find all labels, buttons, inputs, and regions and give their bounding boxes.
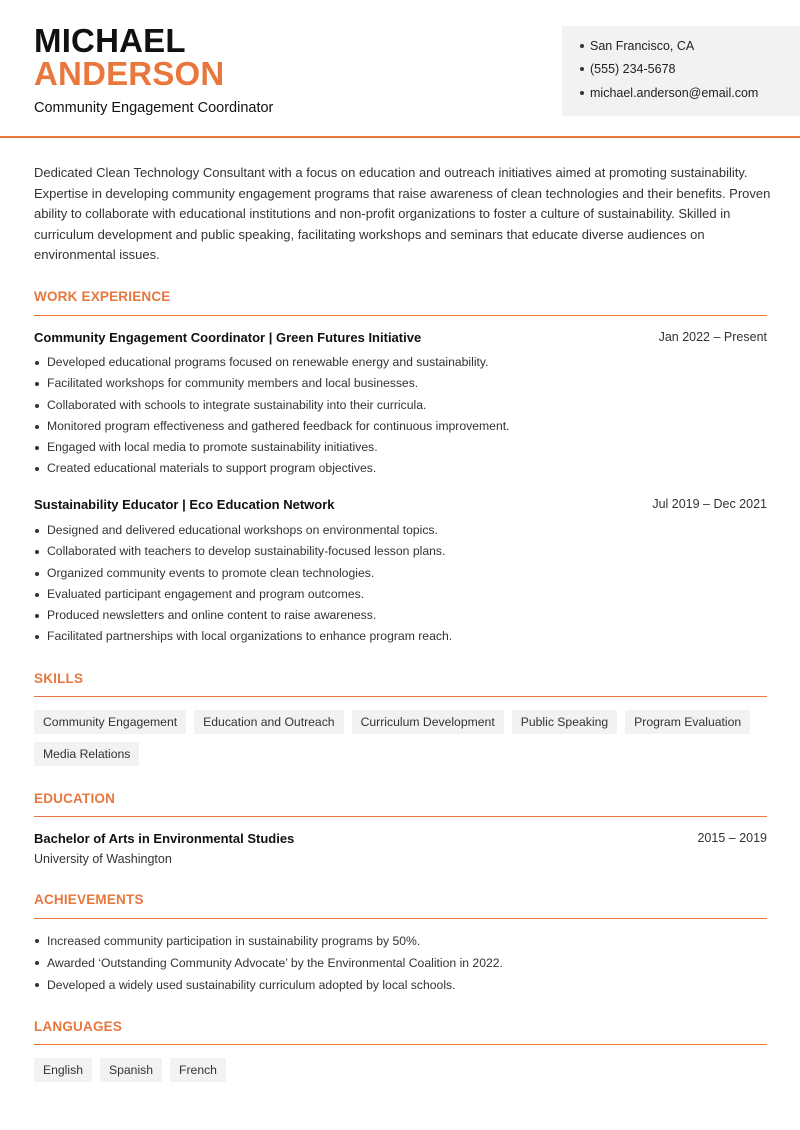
job-1-title: Community Engagement Coordinator | Green Futures Initiative: [34, 330, 422, 345]
list-item: Monitored program effectiveness and gathered feedback for continuous improvement.: [34, 416, 767, 437]
section-title-education: EDUCATION: [34, 791, 116, 806]
languages-tags: [34, 1058, 774, 1082]
achievements-list: [34, 930, 767, 996]
skill-tag: Media Relations: [34, 742, 139, 766]
job-2-date: Jul 2019 – Dec 2021: [652, 497, 767, 511]
header-divider: [0, 136, 800, 138]
phone-text: (555) 234-5678: [590, 62, 676, 76]
resume-header: [0, 0, 800, 137]
list-item: Engaged with local media to promote sustainability initiatives.: [34, 437, 767, 458]
contact-email: [580, 86, 758, 100]
list-item: Awarded ‘Outstanding Community Advocate’ by the Environmental Coalition in 2022.: [34, 952, 767, 974]
list-item: Developed educational programs focused on renewable energy and sustainability.: [34, 352, 767, 373]
skills-tags: [34, 710, 774, 766]
skill-tag: Program Evaluation: [625, 710, 750, 734]
bullet-dot: [580, 91, 584, 95]
section-divider: [34, 816, 767, 817]
job-2-bullets: [34, 520, 767, 648]
list-item: Evaluated participant engagement and program outcomes.: [34, 584, 767, 605]
summary-paragraph: Dedicated Clean Technology Consultant with a focus on education and outreach initiatives aimed at promoting sustainability. Expertise in developing community engagement programs that raise awareness of clean technologies and their benefits. Proven ability to collaborate with educational institutions and non-profit organizations to foster a culture of sustainability. Skilled in curriculum development and public speaking, facilitating workshops and seminars that educate diverse audiences on environmental issues.: [34, 165, 771, 262]
list-item: Created educational materials to support program objectives.: [34, 458, 767, 479]
contact-phone: [580, 62, 675, 76]
section-divider: [34, 1044, 767, 1045]
language-tag: French: [170, 1058, 226, 1082]
list-item: Increased community participation in sustainability programs by 50%.: [34, 930, 767, 952]
section-title-achievements: ACHIEVEMENTS: [34, 892, 144, 907]
section-title-languages: LANGUAGES: [34, 1019, 123, 1034]
location-text: San Francisco, CA: [590, 39, 695, 53]
contact-box: [562, 26, 800, 116]
list-item: Facilitated workshops for community members and local businesses.: [34, 373, 767, 394]
language-tag: Spanish: [100, 1058, 162, 1082]
skill-tag: Community Engagement: [34, 710, 186, 734]
email-text: michael.anderson@email.com: [590, 86, 759, 100]
list-item: Facilitated partnerships with local organizations to enhance program reach.: [34, 626, 767, 647]
skill-tag: Education and Outreach: [194, 710, 343, 734]
bullet-dot: [580, 67, 584, 71]
list-item: Organized community events to promote clean technologies.: [34, 563, 767, 584]
education-degree: Bachelor of Arts in Environmental Studies: [34, 831, 295, 846]
job-title-headline: Community Engagement Coordinator: [34, 100, 274, 116]
job-2-title: Sustainability Educator | Eco Education Network: [34, 497, 335, 512]
education-date: 2015 – 2019: [697, 831, 767, 845]
bullet-dot: [580, 44, 584, 48]
language-tag: English: [34, 1058, 92, 1082]
list-item: Collaborated with schools to integrate sustainability into their curricula.: [34, 395, 767, 416]
skill-tag: Public Speaking: [512, 710, 617, 734]
list-item: Developed a widely used sustainability curriculum adopted by local schools.: [34, 974, 767, 996]
section-title-skills: SKILLS: [34, 671, 84, 686]
skill-tag: Curriculum Development: [352, 710, 504, 734]
contact-location: [580, 39, 694, 53]
job-1-bullets: [34, 352, 767, 480]
last-name: ANDERSON: [34, 55, 225, 92]
section-title-work: WORK EXPERIENCE: [34, 289, 171, 304]
section-divider: [34, 918, 767, 919]
job-1-date: Jan 2022 – Present: [658, 330, 767, 344]
list-item: Designed and delivered educational workshops on environmental topics.: [34, 520, 767, 541]
list-item: Produced newsletters and online content to raise awareness.: [34, 605, 767, 626]
education-school: University of Washington: [34, 852, 172, 866]
section-divider: [34, 315, 767, 316]
section-divider: [34, 696, 767, 697]
list-item: Collaborated with teachers to develop sustainability-focused lesson plans.: [34, 541, 767, 562]
first-name: MICHAEL: [34, 22, 186, 59]
